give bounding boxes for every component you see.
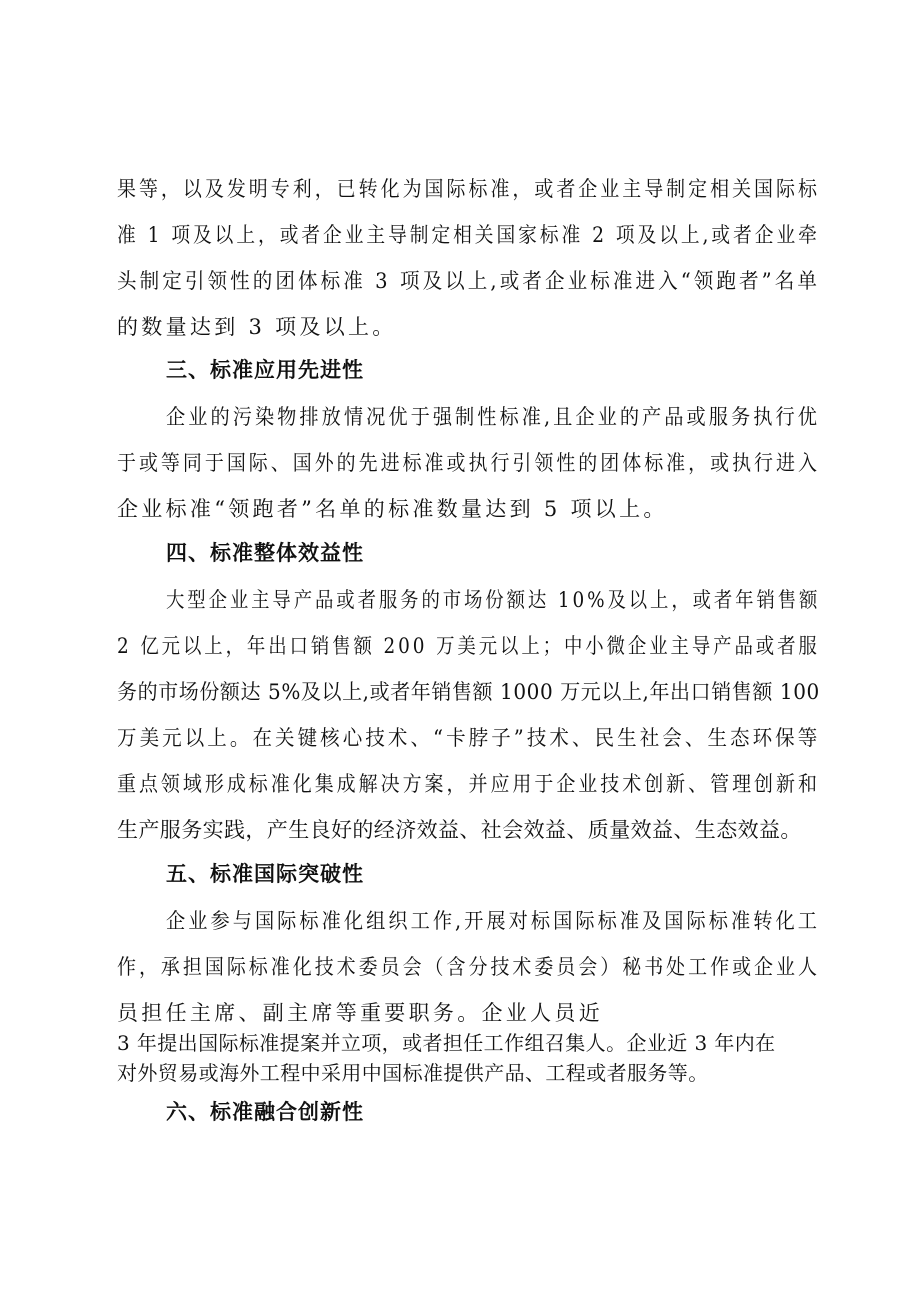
paragraph-line: 万美元以上。在关键核心技术、“卡脖子”技术、民生社会、生态环保等 [117, 726, 821, 750]
paragraph-line: 企业的污染物排放情况优于强制性标准,且企业的产品或服务执行优 [166, 405, 820, 429]
section-heading-3: 三、标准应用先进性 [166, 358, 364, 382]
paragraph-line: 3 年提出国际标准提案并立项，或者担任工作组召集人。企业近 3 年内在 [117, 1031, 776, 1055]
paragraph-line: 重点领域形成标准化集成解决方案，并应用于企业技术创新、管理创新和 [117, 772, 820, 796]
section-heading-6: 六、标准融合创新性 [166, 1100, 364, 1124]
paragraph-line: 作，承担国际标准化技术委员会（含分技术委员会）秘书处工作或企业人 [117, 955, 820, 979]
paragraph-line: 2 亿元以上，年出口销售额 200 万美元以上；中小微企业主导产品或者服 [117, 634, 820, 658]
paragraph-line: 企业标准“领跑者”名单的标准数量达到 5 项以上。 [117, 497, 668, 521]
paragraph-line: 员担任主席、副主席等重要职务。企业人员近 [117, 1001, 603, 1025]
paragraph-line: 果等，以及发明专利，已转化为国际标准，或者企业主导制定相关国际标 [117, 177, 820, 201]
paragraph-line: 准 1 项及以上，或者企业主导制定相关国家标准 2 项及以上,或者企业牵 [117, 223, 820, 247]
section-heading-5: 五、标准国际突破性 [166, 862, 364, 886]
section-heading-4: 四、标准整体效益性 [166, 541, 364, 565]
paragraph-line: 大型企业主导产品或者服务的市场份额达 10%及以上，或者年销售额 [166, 588, 821, 612]
paragraph-line: 务的市场份额达 5%及以上,或者年销售额 1000 万元以上,年出口销售额 100 [117, 680, 820, 704]
paragraph-line: 头制定引领性的团体标准 3 项及以上,或者企业标准进入“领跑者”名单 [117, 269, 820, 293]
paragraph-line: 对外贸易或海外工程中采用中国标准提供产品、工程或者服务等。 [117, 1061, 709, 1085]
paragraph-line: 的数量达到 3 项及以上。 [117, 315, 397, 339]
paragraph-line: 企业参与国际标准化组织工作,开展对标国际标准及国际标准转化工 [166, 909, 820, 933]
paragraph-line: 于或等同于国际、国外的先进标准或执行引领性的团体标准，或执行进入 [117, 451, 820, 475]
paragraph-line: 生产服务实践，产生良好的经济效益、社会效益、质量效益、生态效益。 [117, 818, 802, 842]
